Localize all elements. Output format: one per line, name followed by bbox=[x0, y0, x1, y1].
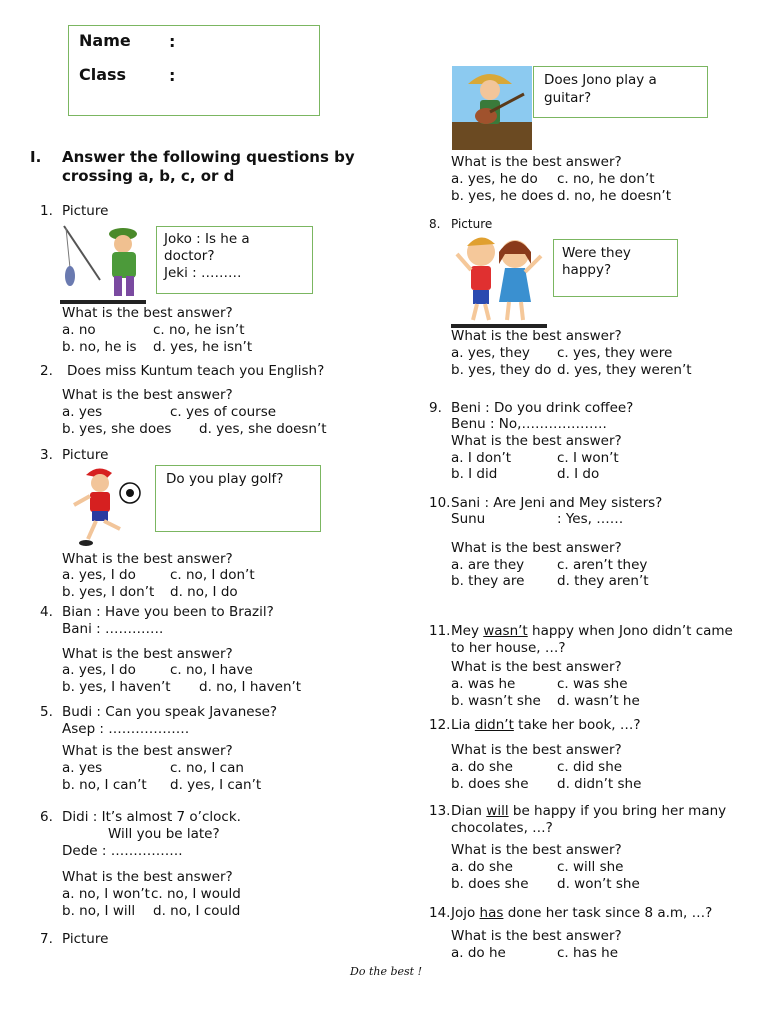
q7-number: 7. bbox=[40, 931, 53, 947]
q12-text-pre: Lia bbox=[451, 717, 475, 733]
q10-number: 10. bbox=[429, 495, 451, 511]
q4-option-a: a. yes, I do bbox=[62, 662, 136, 678]
q13-line2: chocolates, …? bbox=[451, 820, 553, 836]
footer-text: Do the best ! bbox=[350, 965, 422, 978]
q5-line2: Asep : ……………… bbox=[62, 721, 190, 737]
q8-option-b: b. yes, they do bbox=[451, 362, 552, 378]
q8-option-c: c. yes, they were bbox=[557, 345, 673, 361]
q13-option-d: d. won’t she bbox=[557, 876, 640, 892]
q5-line1: Budi : Can you speak Javanese? bbox=[62, 704, 278, 720]
q10-option-c: c. aren’t they bbox=[557, 557, 648, 573]
section-instruction-2: crossing a, b, c, or d bbox=[62, 167, 235, 185]
q9-number: 9. bbox=[429, 400, 442, 416]
q7-bubble-line2: guitar? bbox=[544, 90, 592, 106]
q1-number: 1. bbox=[40, 203, 53, 219]
q13-option-b: b. does she bbox=[451, 876, 529, 892]
q11-number: 11. bbox=[429, 623, 451, 639]
section-instruction-1: Answer the following questions by bbox=[62, 148, 355, 166]
q4-number: 4. bbox=[40, 604, 53, 620]
q11-text-post: happy when Jono didn’t came bbox=[527, 623, 733, 639]
q9-prompt: What is the best answer? bbox=[451, 433, 622, 449]
q6-option-d: d. no, I could bbox=[153, 903, 241, 919]
class-label: Class bbox=[79, 65, 127, 84]
q3-number: 3. bbox=[40, 447, 53, 463]
q12-option-b: b. does she bbox=[451, 776, 529, 792]
section-number: I. bbox=[30, 148, 42, 166]
q5-option-a: a. yes bbox=[62, 760, 103, 776]
q3-label: Picture bbox=[62, 447, 109, 463]
q13-text-post: be happy if you bring her many bbox=[508, 803, 727, 819]
q4-option-d: d. no, I haven’t bbox=[199, 679, 302, 695]
q13-number: 13. bbox=[429, 803, 451, 819]
q11-underlined-verb: wasn’t bbox=[483, 623, 528, 639]
q6-number: 6. bbox=[40, 809, 53, 825]
q10-prompt: What is the best answer? bbox=[451, 540, 622, 556]
q6-option-c: c. no, I would bbox=[151, 886, 241, 902]
q1-bubble-line2: doctor? bbox=[164, 248, 215, 264]
q1-bubble-line3: Jeki : ……… bbox=[164, 265, 242, 281]
q9-option-b: b. I did bbox=[451, 466, 498, 482]
q11-option-b: b. wasn’t she bbox=[451, 693, 541, 709]
q4-option-c: c. no, I have bbox=[170, 662, 253, 678]
q7-prompt: What is the best answer? bbox=[451, 154, 622, 170]
q1-option-c: c. no, he isn’t bbox=[153, 322, 245, 338]
fisherman-picture bbox=[60, 220, 146, 304]
q8-label: Picture bbox=[451, 217, 493, 231]
q9-option-d: d. I do bbox=[557, 466, 600, 482]
q1-option-b: b. no, he is bbox=[62, 339, 137, 355]
q13-option-a: a. do she bbox=[451, 859, 513, 875]
q11-option-c: c. was she bbox=[557, 676, 628, 692]
q8-bubble-line1: Were they bbox=[562, 245, 631, 261]
q4-line2: Bani : …………. bbox=[62, 621, 164, 637]
q10-line2-text: : Yes, …… bbox=[557, 511, 624, 527]
q5-option-b: b. no, I can’t bbox=[62, 777, 147, 793]
happy-kids-picture bbox=[451, 232, 547, 328]
q11-prompt: What is the best answer? bbox=[451, 659, 622, 675]
q2-option-a: a. yes bbox=[62, 404, 103, 420]
q14-underlined-verb: has bbox=[479, 905, 504, 921]
q8-prompt: What is the best answer? bbox=[451, 328, 622, 344]
q14-text-pre: Jojo bbox=[451, 905, 480, 921]
q7-option-d: d. no, he doesn’t bbox=[557, 188, 672, 204]
q4-line1: Bian : Have you been to Brazil? bbox=[62, 604, 274, 620]
q14-text-post: done her task since 8 a.m, …? bbox=[503, 905, 713, 921]
name-label: Name bbox=[79, 31, 131, 50]
q3-option-c: c. no, I don’t bbox=[170, 567, 255, 583]
q14-prompt: What is the best answer? bbox=[451, 928, 622, 944]
q11-line1 bbox=[451, 623, 733, 640]
q10-option-a: a. are they bbox=[451, 557, 525, 573]
q14-line1 bbox=[451, 905, 712, 922]
q14-number: 14. bbox=[429, 905, 451, 921]
q7-bubble-line1: Does Jono play a bbox=[544, 72, 657, 88]
q1-label: Picture bbox=[62, 203, 109, 219]
q10-line1: Sani : Are Jeni and Mey sisters? bbox=[451, 495, 663, 511]
q5-option-c: c. no, I can bbox=[170, 760, 244, 776]
q14-option-c: c. has he bbox=[557, 945, 619, 961]
q1-prompt: What is the best answer? bbox=[62, 305, 233, 321]
q13-prompt: What is the best answer? bbox=[451, 842, 622, 858]
q2-option-b: b. yes, she does bbox=[62, 421, 172, 437]
q10-option-d: d. they aren’t bbox=[557, 573, 649, 589]
q6-option-a: a. no, I won’t bbox=[62, 886, 150, 902]
q13-text-pre: Dian bbox=[451, 803, 487, 819]
q12-number: 12. bbox=[429, 717, 451, 733]
q8-number: 8. bbox=[429, 217, 441, 231]
q3-option-b: b. yes, I don’t bbox=[62, 584, 155, 600]
q7-option-b: b. yes, he does bbox=[451, 188, 554, 204]
q1-bubble-line1: Joko : Is he a bbox=[164, 231, 250, 247]
q11-option-d: d. wasn’t he bbox=[557, 693, 640, 709]
q12-option-d: d. didn’t she bbox=[557, 776, 642, 792]
q5-option-d: d. yes, I can’t bbox=[170, 777, 262, 793]
q3-option-d: d. no, I do bbox=[170, 584, 238, 600]
q6-option-b: b. no, I will bbox=[62, 903, 136, 919]
q11-option-a: a. was he bbox=[451, 676, 516, 692]
q5-number: 5. bbox=[40, 704, 53, 720]
q12-option-c: c. did she bbox=[557, 759, 623, 775]
q8-bubble-line2: happy? bbox=[562, 262, 612, 278]
q7-option-c: c. no, he don’t bbox=[557, 171, 655, 187]
q12-underlined-verb: didn’t bbox=[474, 717, 514, 733]
q13-line1 bbox=[451, 803, 726, 820]
q13-underlined-verb: will bbox=[486, 803, 509, 819]
q7-option-a: a. yes, he do bbox=[451, 171, 538, 187]
q1-option-d: d. yes, he isn’t bbox=[153, 339, 253, 355]
q8-option-a: a. yes, they bbox=[451, 345, 530, 361]
q7-label: Picture bbox=[62, 931, 109, 947]
q14-option-a: a. do he bbox=[451, 945, 506, 961]
soccer-boy-picture bbox=[64, 463, 144, 549]
q1-option-a: a. no bbox=[62, 322, 96, 338]
q2-prompt: What is the best answer? bbox=[62, 387, 233, 403]
q9-option-c: c. I won’t bbox=[557, 450, 619, 466]
q6-line1: Didi : It’s almost 7 o’clock. bbox=[62, 809, 241, 825]
q10-option-b: b. they are bbox=[451, 573, 525, 589]
q12-text-post: take her book, …? bbox=[513, 717, 641, 733]
q4-option-b: b. yes, I haven’t bbox=[62, 679, 171, 695]
q9-line1: Beni : Do you drink coffee? bbox=[451, 400, 634, 416]
q4-prompt: What is the best answer? bbox=[62, 646, 233, 662]
q11-line2: to her house, …? bbox=[451, 640, 566, 656]
q9-line2: Benu : No,………………. bbox=[451, 416, 607, 432]
q2-option-d: d. yes, she doesn’t bbox=[199, 421, 327, 437]
q12-line1 bbox=[451, 717, 641, 734]
q13-option-c: c. will she bbox=[557, 859, 624, 875]
q2-option-c: c. yes of course bbox=[170, 404, 277, 420]
q3-bubble: Do you play golf? bbox=[166, 471, 284, 487]
q2-question: Does miss Kuntum teach you English? bbox=[67, 363, 325, 379]
name-colon: : bbox=[169, 32, 176, 51]
q5-prompt: What is the best answer? bbox=[62, 743, 233, 759]
q3-prompt: What is the best answer? bbox=[62, 551, 233, 567]
q6-prompt: What is the best answer? bbox=[62, 869, 233, 885]
q2-number: 2. bbox=[40, 363, 53, 379]
q6-line3: Dede : ……………. bbox=[62, 843, 183, 859]
class-colon: : bbox=[169, 66, 176, 85]
q10-line2-speaker: Sunu bbox=[451, 511, 486, 527]
q8-option-d: d. yes, they weren’t bbox=[557, 362, 692, 378]
q12-prompt: What is the best answer? bbox=[451, 742, 622, 758]
q12-option-a: a. do she bbox=[451, 759, 513, 775]
q9-option-a: a. I don’t bbox=[451, 450, 512, 466]
q11-text-pre: Mey bbox=[451, 623, 484, 639]
q6-line2: Will you be late? bbox=[108, 826, 220, 842]
q3-option-a: a. yes, I do bbox=[62, 567, 136, 583]
guitar-boy-picture bbox=[452, 66, 532, 150]
